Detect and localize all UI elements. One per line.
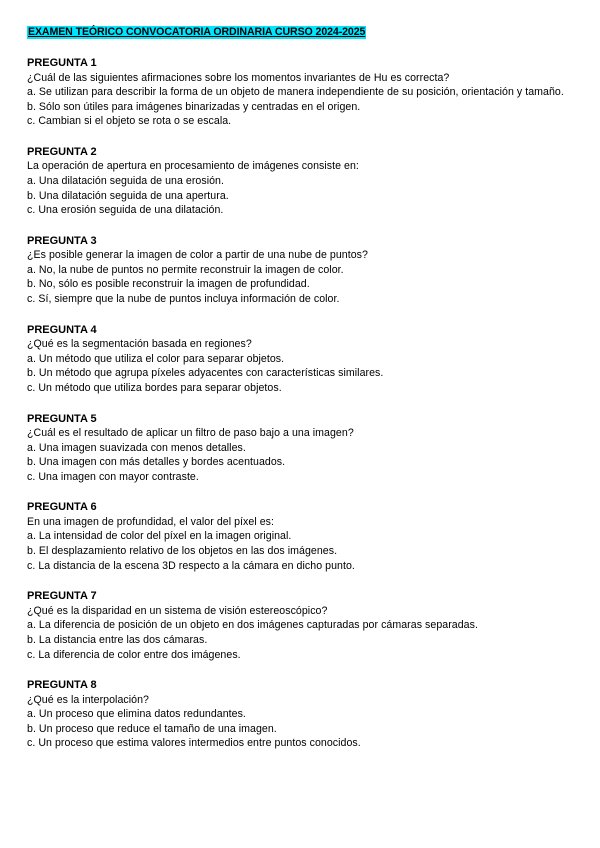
question-5 <box>27 412 577 485</box>
answer-option-b: b. La distancia entre las dos cámaras. <box>27 633 208 646</box>
question-1 <box>27 56 577 129</box>
answer-option-a: a. Un proceso que elimina datos redundantes. <box>27 708 246 721</box>
question-2 <box>27 145 577 218</box>
answer-option-a: a. Una imagen suavizada con menos detalles. <box>27 441 246 454</box>
answer-option-c: c. Cambian si el objeto se rota o se escala. <box>27 115 232 128</box>
answer-option-c: c. Una imagen con mayor contraste. <box>27 470 199 483</box>
question-7 <box>27 589 577 662</box>
answer-option-a: a. Un método que utiliza el color para separar objetos. <box>27 352 285 365</box>
answer-option-b: b. Sólo son útiles para imágenes binarizadas y centradas en el origen. <box>27 100 361 113</box>
answer-option-c: c. La diferencia de color entre dos imágenes. <box>27 648 241 661</box>
answer-option-b: b. Una imagen con más detalles y bordes acentuados. <box>27 456 286 469</box>
answer-option-c: c. Un método que utiliza bordes para separar objetos. <box>27 381 282 394</box>
answer-option-b: b. Un método que agrupa píxeles adyacentes con características similares. <box>27 367 384 380</box>
question-4 <box>27 323 577 396</box>
question-stem: ¿Es posible generar la imagen de color a partir de una nube de puntos? <box>27 249 368 262</box>
answer-option-c: c. Un proceso que estima valores intermedios entre puntos conocidos. <box>27 737 361 750</box>
question-heading: PREGUNTA 1 <box>27 57 97 69</box>
answer-option-a: a. No, la nube de puntos no permite reconstruir la imagen de color. <box>27 263 344 276</box>
question-6 <box>27 500 577 573</box>
question-stem: ¿Qué es la disparidad en un sistema de visión estereoscópico? <box>27 604 328 617</box>
answer-option-b: b. No, sólo es posible reconstruir la imagen de profundidad. <box>27 278 310 291</box>
answer-option-a: a. La diferencia de posición de un objeto en dos imágenes capturadas por cámaras separadas. <box>27 619 478 632</box>
answer-option-c: c. Sí, siempre que la nube de puntos incluya información de color. <box>27 293 340 306</box>
question-heading: PREGUNTA 3 <box>27 234 97 247</box>
question-stem: ¿Qué es la interpolación? <box>27 693 149 706</box>
question-stem: La operación de apertura en procesamiento de imágenes consiste en: <box>27 160 359 173</box>
exam-page <box>27 22 577 751</box>
answer-option-a: a. Una dilatación seguida de una erosión. <box>27 174 224 187</box>
question-stem: ¿Cuál es el resultado de aplicar un filtro de paso bajo a una imagen? <box>27 427 354 439</box>
question-8 <box>27 678 577 751</box>
answer-option-b: b. Una dilatación seguida de una apertura. <box>27 189 229 202</box>
question-stem: ¿Qué es la segmentación basada en regiones? <box>27 338 252 351</box>
question-heading: PREGUNTA 2 <box>27 145 97 158</box>
answer-option-b: b. El desplazamiento relativo de los objetos en las dos imágenes. <box>27 545 338 558</box>
question-heading: PREGUNTA 8 <box>27 679 97 692</box>
question-heading: PREGUNTA 7 <box>27 590 97 603</box>
answer-option-b: b. Un proceso que reduce el tamaño de una imagen. <box>27 722 277 735</box>
question-heading: PREGUNTA 4 <box>27 323 97 336</box>
question-heading: PREGUNTA 6 <box>27 501 97 514</box>
question-heading: PREGUNTA 5 <box>27 412 97 425</box>
question-stem: En una imagen de profundidad, el valor del píxel es: <box>27 515 275 528</box>
answer-option-a: a. Se utilizan para describir la forma de un objeto de manera independiente de su posición, orientación y tamaño. <box>27 86 564 99</box>
answer-option-a: a. La intensidad de color del píxel en la imagen original. <box>27 530 292 543</box>
question-3 <box>27 234 577 307</box>
exam-title: EXAMEN TEÓRICO CONVOCATORIA ORDINARIA CURSO 2024-2025 <box>28 26 366 38</box>
answer-option-c: c. Una erosión seguida de una dilatación. <box>27 204 224 217</box>
question-stem: ¿Cuál de las siguientes afirmaciones sobre los momentos invariantes de Hu es correcta? <box>27 71 450 84</box>
answer-option-c: c. La distancia de la escena 3D respecto a la cámara en dicho punto. <box>27 559 355 572</box>
